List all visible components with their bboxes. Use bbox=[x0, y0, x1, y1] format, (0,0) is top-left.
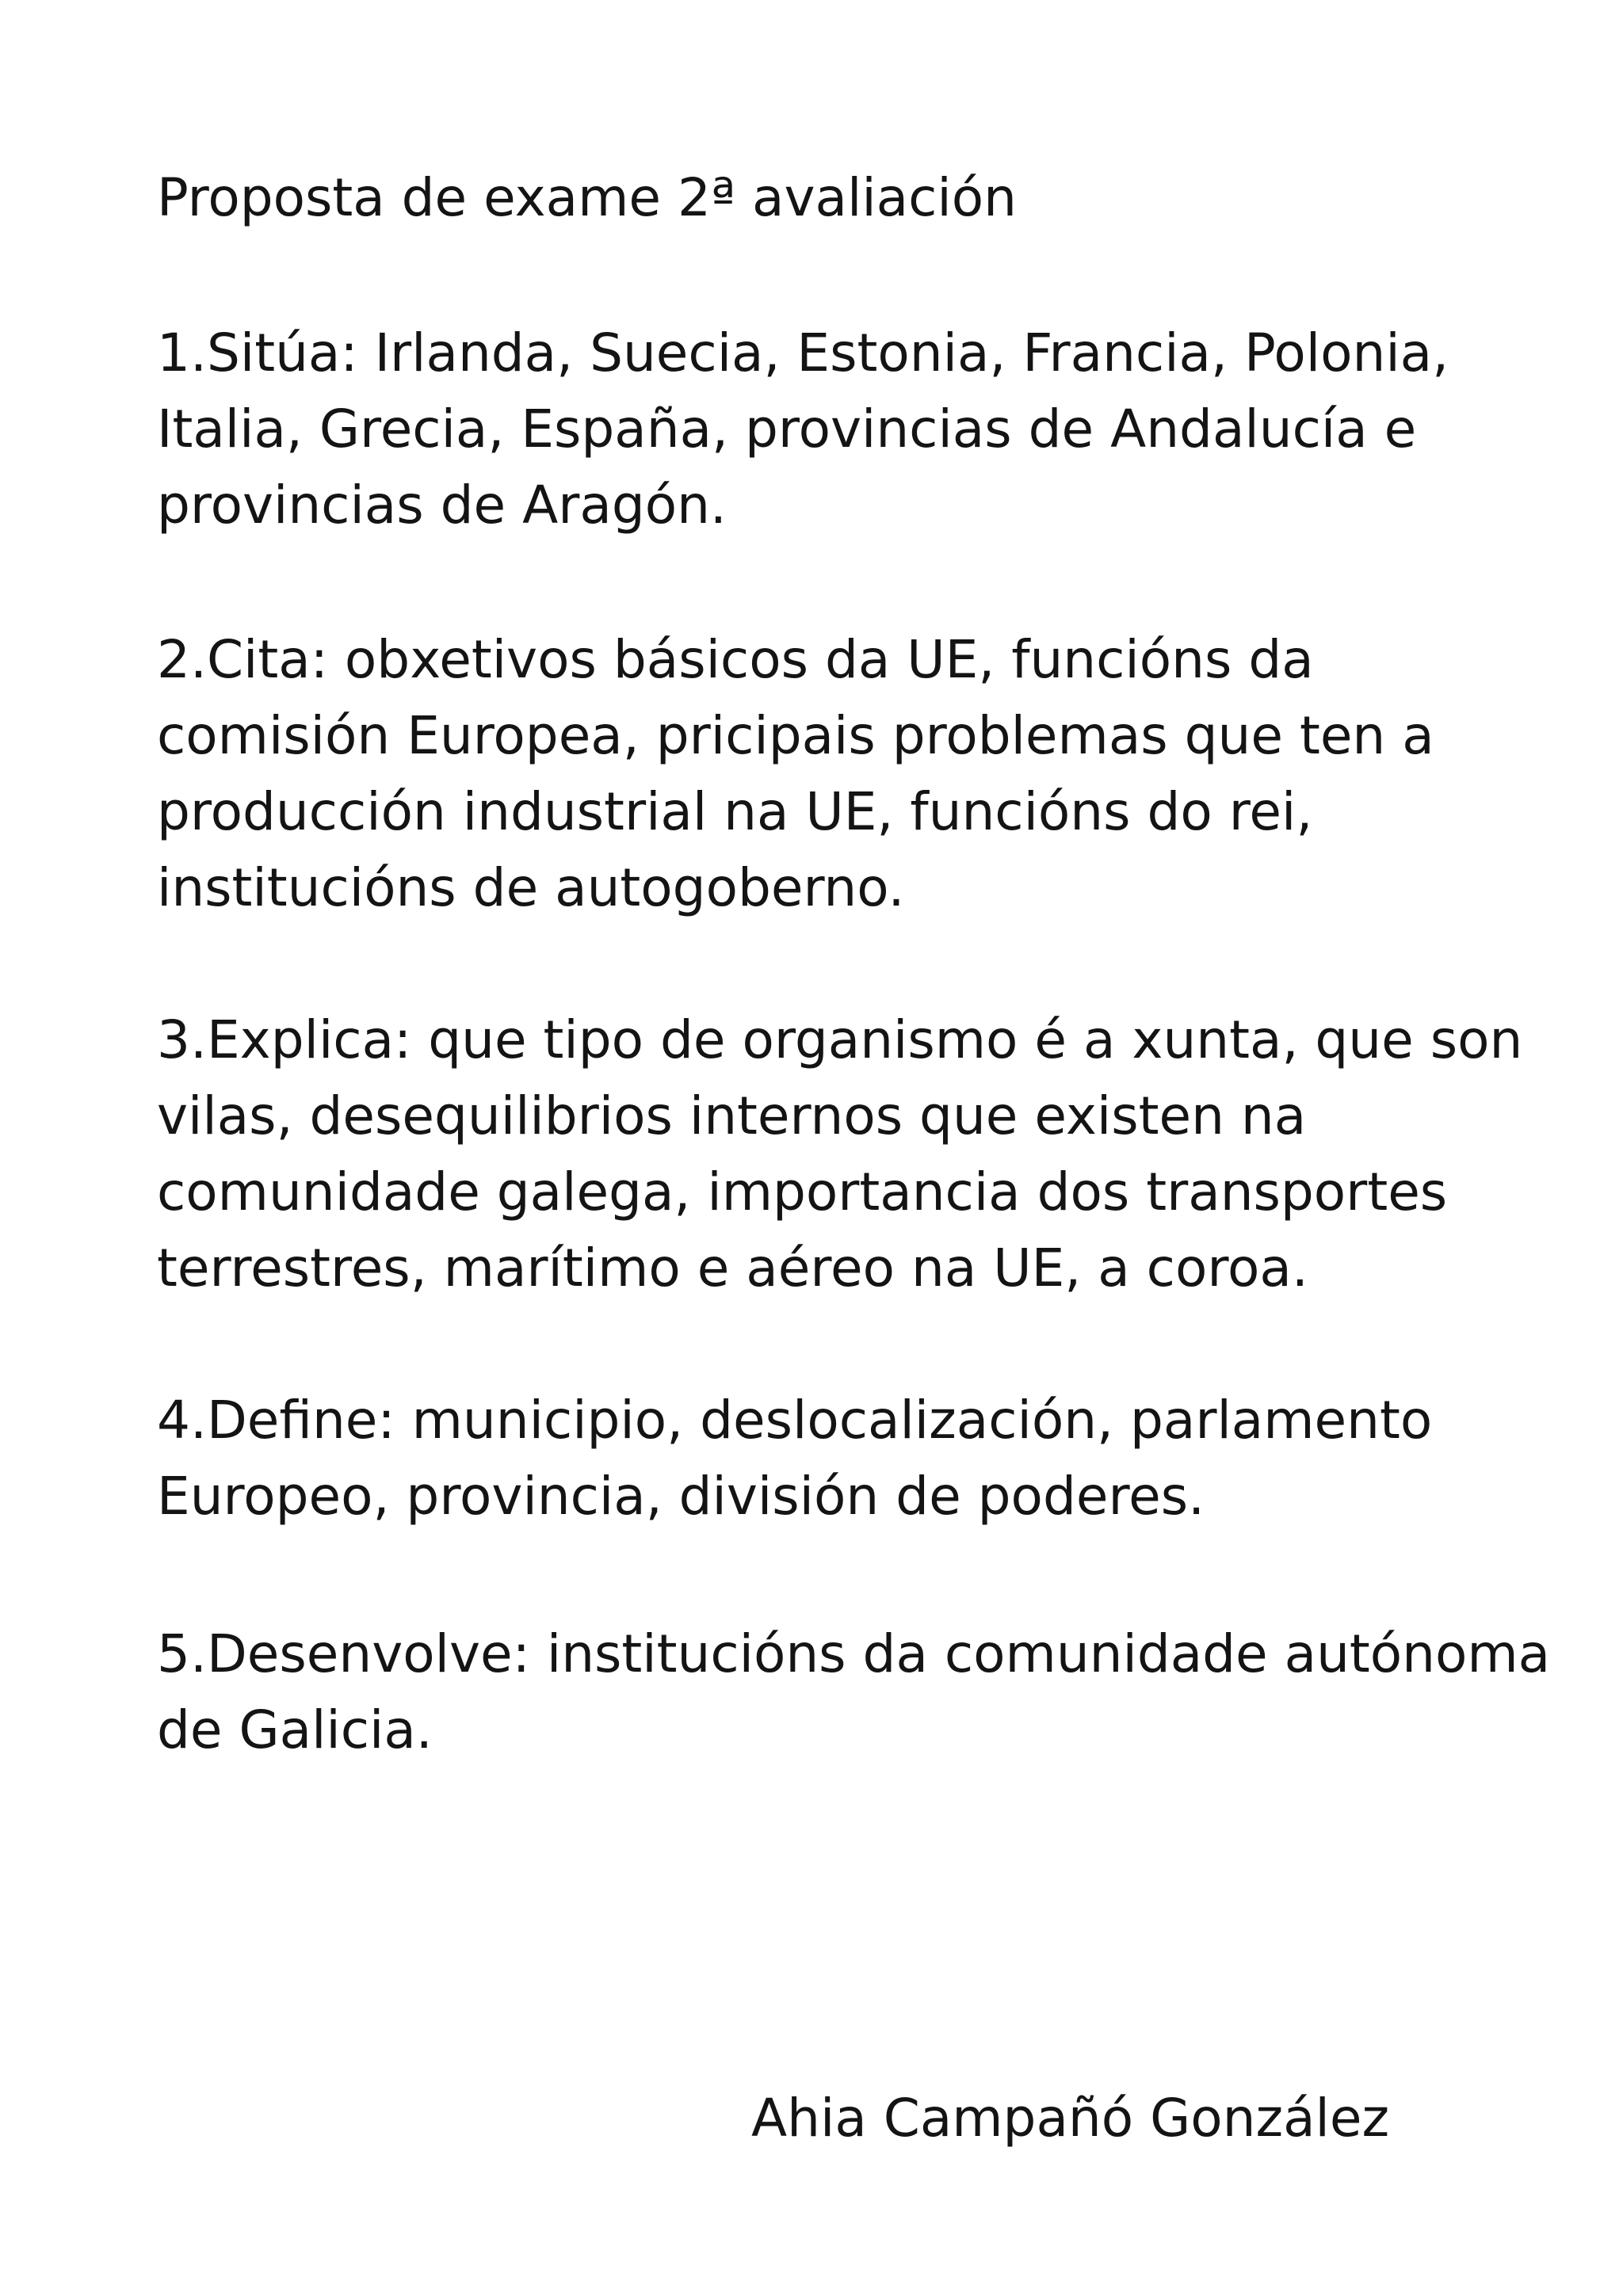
question-4-line-1: 4.Define: municipio, deslocalización, parlamento bbox=[157, 1390, 1433, 1451]
question-1-line-3: provincias de Aragón. bbox=[157, 475, 727, 536]
question-5 bbox=[157, 1616, 1550, 1768]
author-name: Ahia Campañó González bbox=[751, 2088, 1390, 2149]
question-4 bbox=[157, 1383, 1432, 1535]
question-2-line-2: comisión Europea, pricipais problemas que ten a bbox=[157, 705, 1434, 766]
question-3-line-3: comunidade galega, importancia dos transportes bbox=[157, 1161, 1448, 1222]
question-3 bbox=[157, 1002, 1522, 1306]
question-1-line-1: 1.Sitúa: Irlanda, Suecia, Estonia, Francia, Polonia, bbox=[157, 322, 1449, 383]
document-title: Proposta de exame 2ª avaliación bbox=[157, 167, 1017, 228]
question-2-line-1: 2.Cita: obxetivos básicos da UE, funcións da bbox=[157, 629, 1314, 690]
question-1 bbox=[157, 315, 1449, 543]
question-2 bbox=[157, 622, 1434, 926]
question-3-line-4: terrestres, marítimo e aéreo na UE, a coroa. bbox=[157, 1238, 1308, 1299]
question-3-line-1: 3.Explica: que tipo de organismo é a xunta, que son bbox=[157, 1009, 1523, 1070]
question-3-line-2: vilas, desequilibrios internos que existen na bbox=[157, 1085, 1307, 1146]
question-2-line-4: institucións de autogoberno. bbox=[157, 857, 905, 918]
question-5-line-1: 5.Desenvolve: institucións da comunidade autónoma bbox=[157, 1623, 1551, 1684]
question-4-line-2: Europeo, provincia, división de poderes. bbox=[157, 1466, 1205, 1527]
question-5-line-2: de Galicia. bbox=[157, 1699, 433, 1760]
question-2-line-3: producción industrial na UE, funcións do rei, bbox=[157, 781, 1313, 842]
question-1-line-2: Italia, Grecia, España, provincias de Andalucía e bbox=[157, 399, 1417, 460]
